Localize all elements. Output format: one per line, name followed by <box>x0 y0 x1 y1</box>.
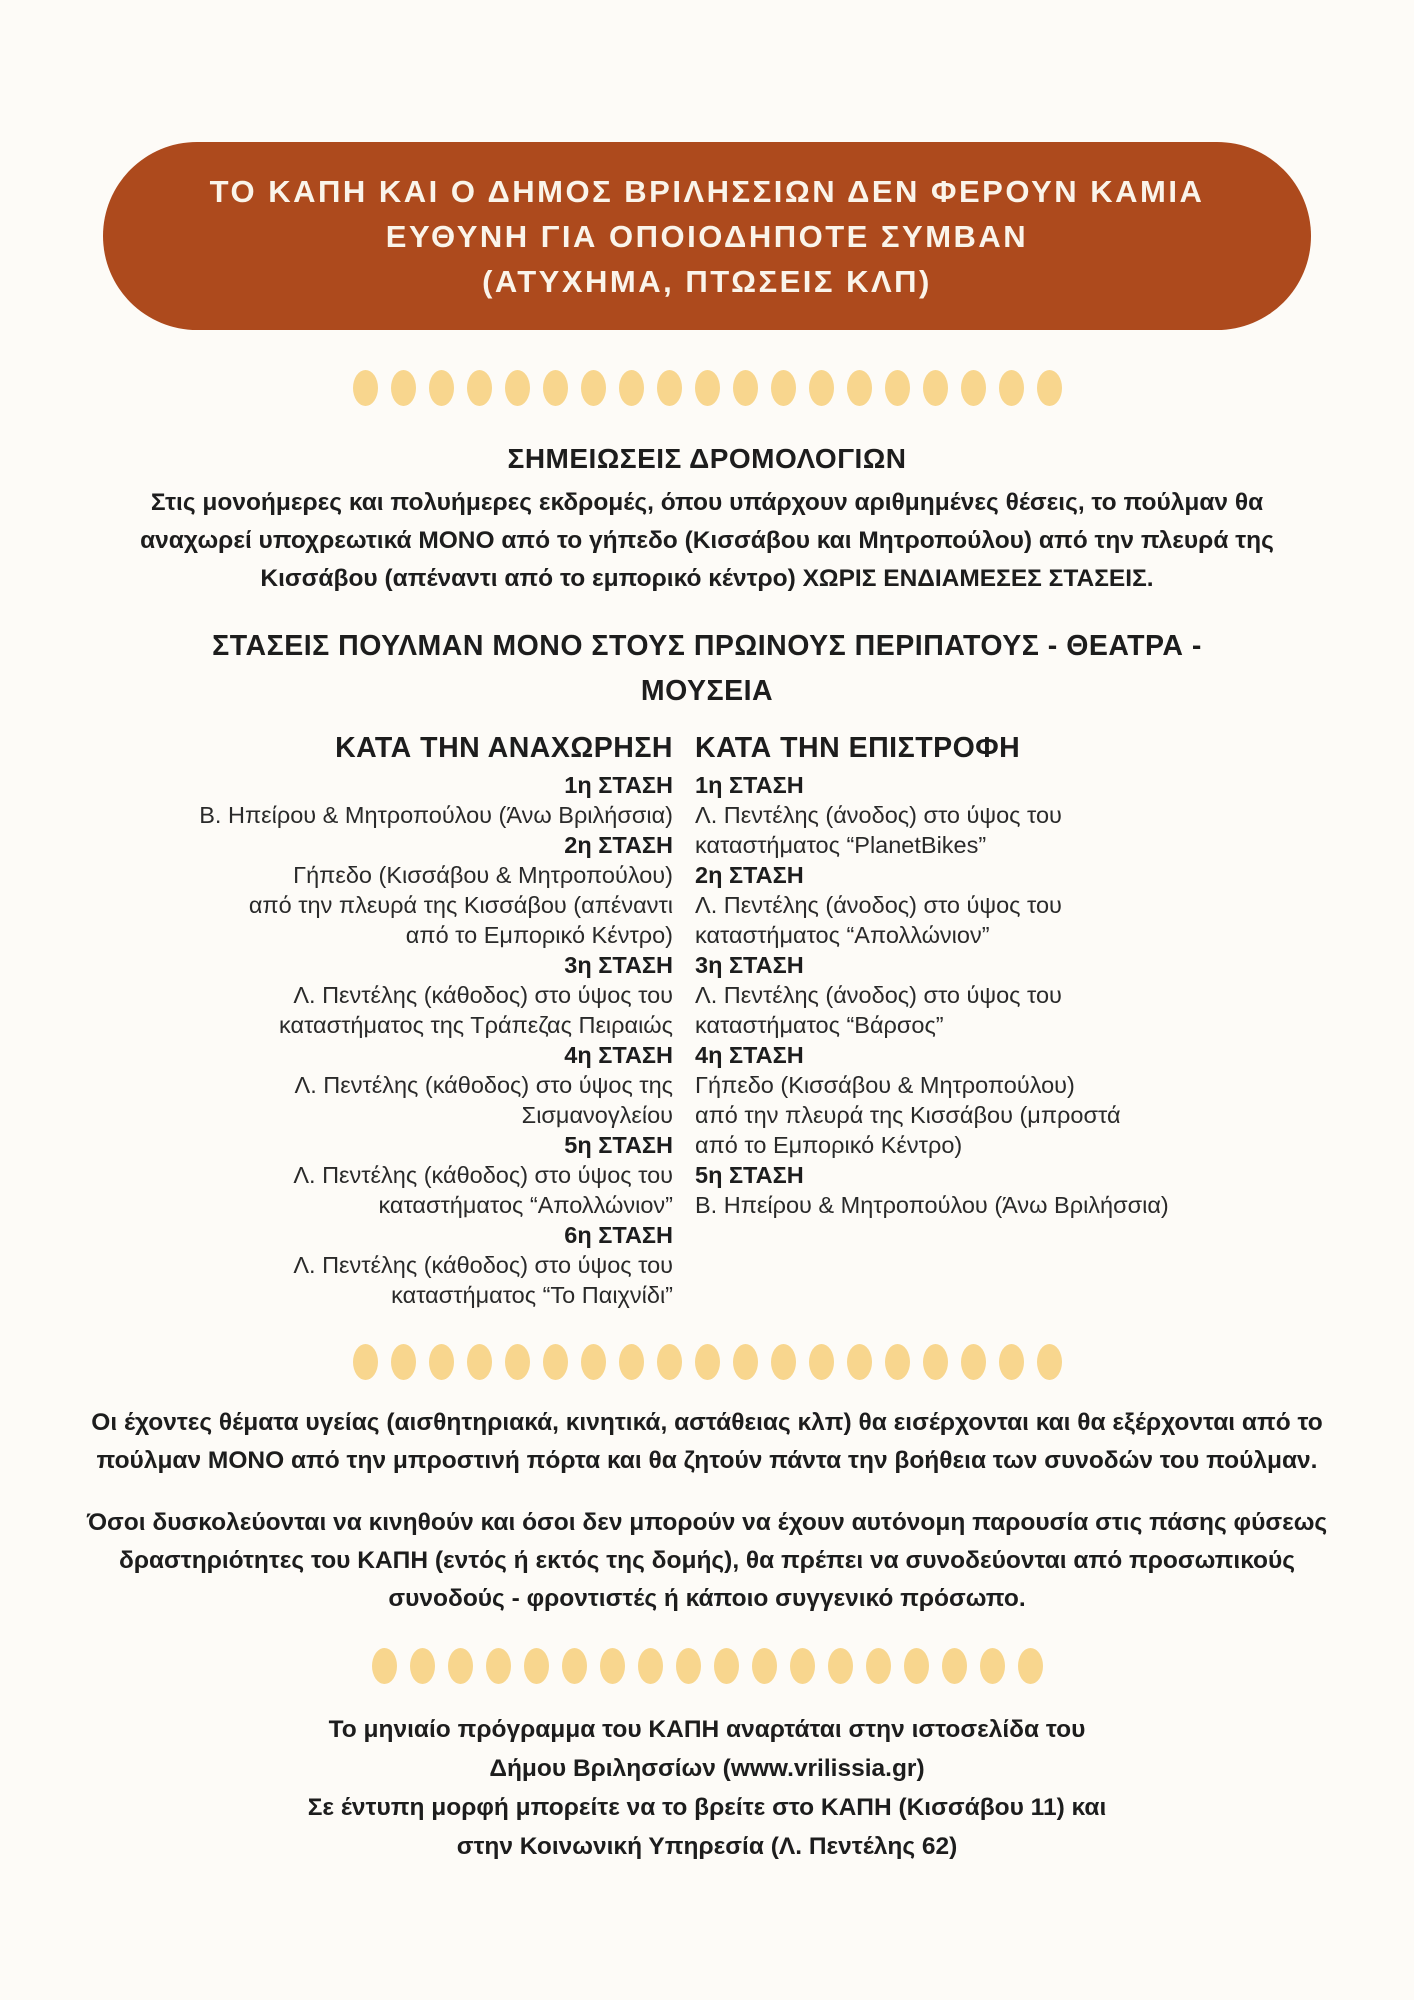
dot-icon <box>429 1344 454 1380</box>
stop-label: 2η ΣΤΑΣΗ <box>564 832 673 858</box>
dot-icon <box>372 1648 397 1684</box>
stop-label: 6η ΣΤΑΣΗ <box>564 1222 673 1248</box>
return-stops-list <box>695 770 1297 1220</box>
dot-icon <box>391 370 416 406</box>
notes-section-title: ΣΗΜΕΙΩΣΕΙΣ ΔΡΟΜΟΛΟΓΙΩΝ <box>507 443 907 474</box>
stop-text-line: Σισμανογλείου <box>521 1102 673 1128</box>
dot-icon <box>733 1344 758 1380</box>
stop-text-line: Γήπεδο (Κισσάβου & Μητροπούλου) <box>695 1072 1075 1098</box>
dot-icon <box>543 370 568 406</box>
dot-icon <box>771 1344 796 1380</box>
stop-text-line: Λ. Πεντέλης (κάθοδος) στο ύψος του <box>293 982 673 1008</box>
stop-item <box>117 1220 673 1310</box>
dot-icon <box>1018 1648 1043 1684</box>
stop-item <box>695 1040 1297 1160</box>
departure-stops-list <box>117 770 673 1310</box>
dot-icon <box>467 1344 492 1380</box>
stop-text-line: από την πλευρά της Κισσάβου (μπροστά <box>695 1102 1121 1128</box>
dot-icon <box>828 1648 853 1684</box>
dot-icon <box>980 1648 1005 1684</box>
dot-icon <box>923 370 948 406</box>
dots-divider-2 <box>0 1344 1414 1380</box>
departure-column-header: ΚΑΤΑ ΤΗΝ ΑΝΑΧΩΡΗΣΗ <box>335 732 673 764</box>
dot-icon <box>942 1648 967 1684</box>
return-column-header: ΚΑΤΑ ΤΗΝ ΕΠΙΣΤΡΟΦΗ <box>695 732 1021 764</box>
dot-icon <box>581 370 606 406</box>
stop-item <box>695 1160 1297 1220</box>
program-footer-line: Σε έντυπη μορφή μπορείτε να το βρείτε στο ΚΑΠΗ (Κισσάβου 11) και <box>307 1794 1107 1821</box>
stop-text-line: Β. Ηπείρου & Μητροπούλου (Άνω Βριλήσσια) <box>695 1192 1169 1218</box>
dot-icon <box>999 370 1024 406</box>
dot-icon <box>1037 370 1062 406</box>
stop-text-line: Λ. Πεντέλης (άνοδος) στο ύψος του <box>695 982 1062 1008</box>
dot-icon <box>353 370 378 406</box>
stop-text-line: από το Εμπορικό Κέντρο) <box>405 922 673 948</box>
dot-icon <box>904 1648 929 1684</box>
dot-icon <box>809 370 834 406</box>
dot-icon <box>657 1344 682 1380</box>
dot-icon <box>695 1344 720 1380</box>
dot-icon <box>847 1344 872 1380</box>
dot-icon <box>714 1648 739 1684</box>
dot-icon <box>486 1648 511 1684</box>
dot-icon <box>619 370 644 406</box>
dot-icon <box>638 1648 663 1684</box>
dot-icon <box>467 370 492 406</box>
stop-label: 5η ΣΤΑΣΗ <box>695 1162 804 1188</box>
dot-icon <box>657 370 682 406</box>
dot-icon <box>581 1344 606 1380</box>
departure-column <box>117 730 673 1310</box>
dot-icon <box>429 370 454 406</box>
dot-icon <box>752 1648 777 1684</box>
dot-icon <box>353 1344 378 1380</box>
stops-columns <box>117 730 1297 1310</box>
dot-icon <box>866 1648 891 1684</box>
stop-text-line: από την πλευρά της Κισσάβου (απέναντι <box>248 892 673 918</box>
program-footer <box>107 1710 1307 1866</box>
stop-text-line: Γήπεδο (Κισσάβου & Μητροπούλου) <box>293 862 673 888</box>
dot-icon <box>505 1344 530 1380</box>
dot-icon <box>885 370 910 406</box>
dot-icon <box>961 370 986 406</box>
dot-icon <box>448 1648 473 1684</box>
program-footer-line: στην Κοινωνική Υπηρεσία (Λ. Πεντέλης 62) <box>456 1833 958 1860</box>
stop-item <box>117 830 673 950</box>
stop-label: 4η ΣΤΑΣΗ <box>564 1042 673 1068</box>
stop-text-line: Β. Ηπείρου & Μητροπούλου (Άνω Βριλήσσια) <box>199 802 673 828</box>
stop-label: 3η ΣΤΑΣΗ <box>695 952 804 978</box>
dot-icon <box>676 1648 701 1684</box>
stop-label: 3η ΣΤΑΣΗ <box>564 952 673 978</box>
notes-section-body: Στις μονοήμερες και πολυήμερες εκδρομές, όπου υπάρχουν αριθμημένες θέσεις, το πούλμαν θα αναχωρεί υποχρεωτικά ΜΟΝΟ από το γήπεδο (Κισσάβου και Μητροπούλου) από την πλευρά της Κισσάβου (απέναντι από το εμπορικό κέντρο) ΧΩΡΙΣ ΕΝΔΙΑΜΕΣΕΣ ΣΤΑΣΕΙΣ. <box>140 489 1274 592</box>
dot-icon <box>809 1344 834 1380</box>
stop-text-line: από το Εμπορικό Κέντρο) <box>695 1132 963 1158</box>
stop-item <box>117 950 673 1040</box>
stop-text-line: καταστήματος “Το Παιχνίδι” <box>391 1282 673 1308</box>
dot-icon <box>1037 1344 1062 1380</box>
dots-divider-3 <box>0 1648 1414 1684</box>
disclaimer-banner-line: (ΑΤΥΧΗΜΑ, ΠΤΩΣΕΙΣ ΚΛΠ) <box>482 263 932 299</box>
stop-text-line: καταστήματος “Απολλώνιον” <box>695 922 990 948</box>
stop-item <box>117 1040 673 1130</box>
stop-label: 4η ΣΤΑΣΗ <box>695 1042 804 1068</box>
dot-icon <box>505 370 530 406</box>
stop-text-line: Λ. Πεντέλης (κάθοδος) στο ύψος του <box>293 1252 673 1278</box>
stop-text-line: καταστήματος “Απολλώνιον” <box>378 1192 673 1218</box>
program-footer-line: Δήμου Βριλησσίων (www.vrilissia.gr) <box>489 1755 925 1782</box>
stop-item <box>695 860 1297 950</box>
stop-item <box>117 770 673 830</box>
dot-icon <box>600 1648 625 1684</box>
stop-text-line: Λ. Πεντέλης (κάθοδος) στο ύψος του <box>293 1162 673 1188</box>
return-column <box>695 730 1297 1310</box>
dot-icon <box>771 370 796 406</box>
stop-item <box>117 1130 673 1220</box>
dot-icon <box>391 1344 416 1380</box>
dot-icon <box>923 1344 948 1380</box>
stop-label: 2η ΣΤΑΣΗ <box>695 862 804 888</box>
stop-text-line: καταστήματος “PlanetBikes” <box>695 832 987 858</box>
stop-label: 1η ΣΤΑΣΗ <box>695 772 804 798</box>
stop-label: 1η ΣΤΑΣΗ <box>564 772 673 798</box>
stop-text-line: καταστήματος της Τράπεζας Πειραιώς <box>279 1012 673 1038</box>
stops-section-title: ΣΤΑΣΕΙΣ ΠΟΥΛΜΑΝ ΜΟΝΟ ΣΤΟΥΣ ΠΡΩΙΝΟΥΣ ΠΕΡΙΠΑΤΟΥΣ - ΘΕΑΤΡΑ - ΜΟΥΣΕΙΑ <box>212 630 1202 707</box>
dot-icon <box>562 1648 587 1684</box>
stop-text-line: Λ. Πεντέλης (κάθοδος) στο ύψος της <box>294 1072 673 1098</box>
dot-icon <box>733 370 758 406</box>
stop-text-line: καταστήματος “Βάρσος” <box>695 1012 944 1038</box>
dots-divider-1 <box>0 370 1414 406</box>
program-footer-line: Το μηνιαίο πρόγραμμα του ΚΑΠΗ αναρτάται στην ιστοσελίδα του <box>328 1716 1086 1743</box>
dot-icon <box>885 1344 910 1380</box>
dot-icon <box>847 370 872 406</box>
dot-icon <box>695 370 720 406</box>
mobility-note: Όσοι δυσκολεύονται να κινηθούν και όσοι δεν μπορούν να έχουν αυτόνομη παρουσία στις πάσης φύσεως δραστηριότητες του ΚΑΠΗ (εντός ή εκτός της δομής), θα πρέπει να συνοδεύονται από προσωπικούς συνοδούς - φροντιστές ή κάποιο συγγενικό πρόσωπο. <box>86 1509 1328 1612</box>
stop-item <box>695 950 1297 1040</box>
dot-icon <box>619 1344 644 1380</box>
dot-icon <box>410 1648 435 1684</box>
stop-label: 5η ΣΤΑΣΗ <box>564 1132 673 1158</box>
dot-icon <box>524 1648 549 1684</box>
health-note: Οι έχοντες θέματα υγείας (αισθητηριακά, κινητικά, αστάθειας κλπ) θα εισέρχονται και θα εξέρχονται από το πούλμαν ΜΟΝΟ από την μπροστινή πόρτα και θα ζητούν πάντα την βοήθεια των συνοδών του πούλμαν. <box>91 1409 1323 1474</box>
disclaimer-banner-line: ΤΟ ΚΑΠΗ ΚΑΙ Ο ΔΗΜΟΣ ΒΡΙΛΗΣΣΙΩΝ ΔΕΝ ΦΕΡΟΥΝ ΚΑΜΙΑ <box>209 173 1205 209</box>
stop-item <box>695 770 1297 860</box>
stop-text-line: Λ. Πεντέλης (άνοδος) στο ύψος του <box>695 802 1062 828</box>
dot-icon <box>790 1648 815 1684</box>
dot-icon <box>961 1344 986 1380</box>
stop-text-line: Λ. Πεντέλης (άνοδος) στο ύψος του <box>695 892 1062 918</box>
dot-icon <box>543 1344 568 1380</box>
disclaimer-banner-line: ΕΥΘΥΝΗ ΓΙΑ ΟΠΟΙΟΔΗΠΟΤΕ ΣΥΜΒΑΝ <box>385 218 1029 254</box>
disclaimer-banner <box>103 142 1311 330</box>
dot-icon <box>999 1344 1024 1380</box>
